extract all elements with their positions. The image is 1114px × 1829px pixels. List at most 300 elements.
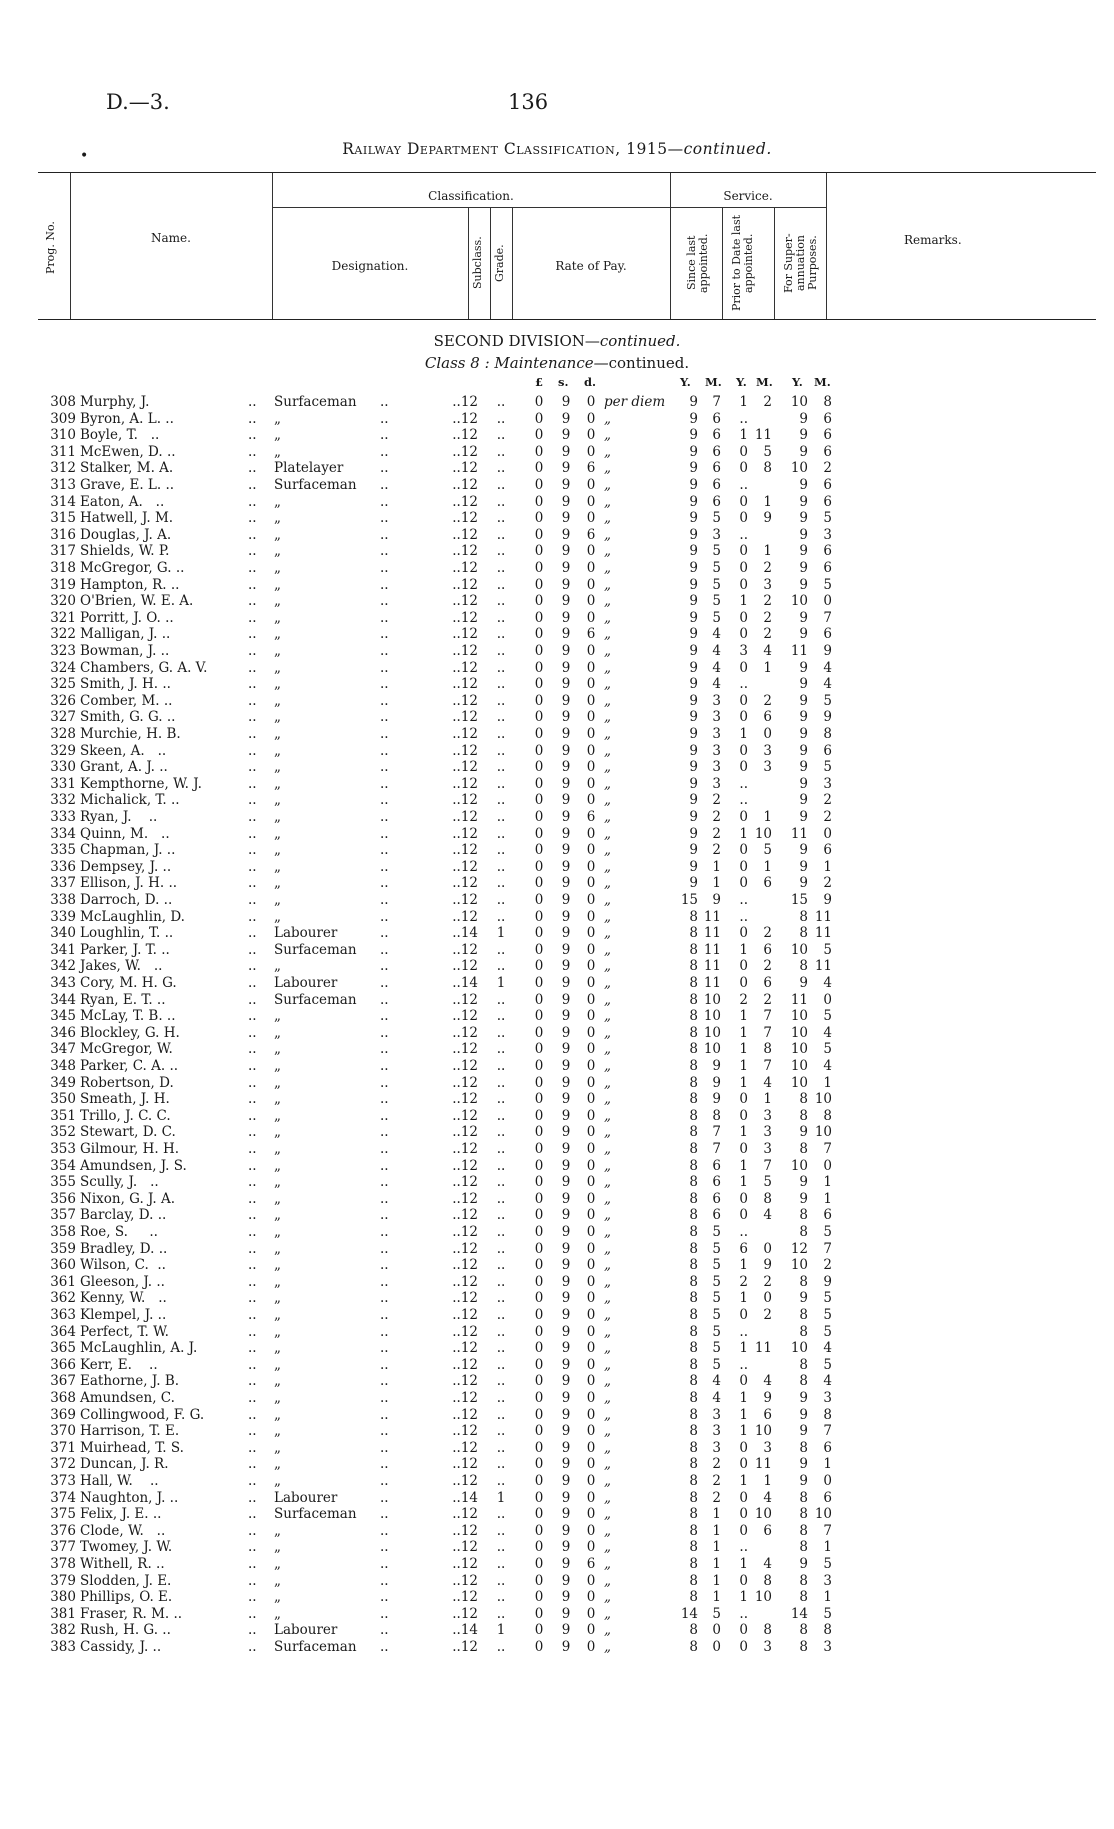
- grade: ..: [496, 809, 506, 825]
- prog-no: 327: [50, 709, 76, 726]
- grade: ..: [496, 1107, 506, 1124]
- super-years: 8: [799, 1506, 808, 1523]
- employee-name: Jakes, W. ..: [80, 958, 163, 975]
- prior-years: 0: [739, 1091, 748, 1108]
- super-months: 6: [823, 493, 832, 510]
- super-years: 10: [790, 1024, 808, 1041]
- prog-no: 322: [50, 626, 76, 643]
- subclass: ..12: [452, 1356, 478, 1373]
- super-years: 10: [790, 1058, 808, 1074]
- since-years: 9: [689, 543, 698, 560]
- leader-dots: ..: [248, 676, 257, 693]
- pay-pounds: 0: [534, 742, 544, 759]
- pay-pence: 0: [586, 1390, 596, 1406]
- leader-dots: ..: [380, 709, 389, 726]
- leader-dots: ..: [380, 410, 389, 427]
- leader-dots: ..: [248, 1041, 257, 1058]
- prior-years: 1: [739, 1024, 748, 1041]
- subclass: ..12: [452, 427, 478, 444]
- pay-pence: 0: [586, 1074, 596, 1091]
- pay-pence: 0: [586, 1639, 596, 1655]
- pay-shillings: 9: [561, 875, 571, 892]
- table-row: [0, 1556, 1114, 1573]
- pay-pounds: 0: [534, 1539, 544, 1556]
- since-months: 1: [712, 1506, 721, 1523]
- table-row: [0, 842, 1114, 859]
- since-months: 5: [712, 1323, 721, 1340]
- pay-pence: 0: [586, 1572, 596, 1589]
- subclass: ..12: [452, 775, 478, 792]
- pay-shillings: 9: [561, 709, 571, 726]
- pay-shillings: 9: [561, 1290, 571, 1307]
- pay-shillings: 9: [561, 1174, 571, 1191]
- designation: Platelayer: [274, 460, 344, 477]
- prior-years: ..: [739, 676, 748, 693]
- super-months: 1: [823, 1174, 832, 1191]
- pay-period: „: [604, 477, 611, 493]
- subclass: ..12: [452, 1224, 478, 1240]
- pay-period: „: [604, 526, 611, 543]
- prog-no: 349: [50, 1074, 76, 1091]
- designation: „: [274, 908, 281, 925]
- prior-months: 2: [763, 593, 772, 610]
- prior-months: 4: [763, 1373, 772, 1390]
- designation: „: [274, 1373, 281, 1390]
- employee-name: Quinn, M. ..: [80, 825, 170, 842]
- employee-name: Rush, H. G. ..: [80, 1622, 171, 1639]
- pay-pounds: 0: [534, 1390, 544, 1406]
- pay-period: „: [604, 1307, 611, 1323]
- since-years: 9: [689, 493, 698, 510]
- division-label: SECOND DIVISION—: [433, 332, 600, 350]
- prog-no: 325: [50, 676, 76, 693]
- since-months: 6: [712, 460, 721, 477]
- designation: „: [274, 1190, 281, 1207]
- leader-dots: ..: [248, 526, 257, 543]
- grade: ..: [496, 1539, 506, 1556]
- prior-years: 1: [739, 1556, 748, 1572]
- pay-pence: 0: [586, 1340, 596, 1357]
- since-years: 9: [689, 477, 698, 493]
- subclass: ..12: [452, 1041, 478, 1058]
- since-months: 10: [703, 991, 721, 1008]
- grade: 1: [496, 925, 506, 942]
- super-months: 6: [823, 543, 832, 560]
- subclass: ..12: [452, 1406, 478, 1423]
- prog-no: 380: [50, 1589, 76, 1606]
- table-row: [0, 743, 1114, 760]
- subclass: ..12: [452, 1008, 478, 1025]
- prog-no: 324: [50, 659, 76, 676]
- pay-period: „: [604, 1240, 611, 1257]
- pay-shillings: 9: [561, 427, 571, 444]
- leader-dots: ..: [248, 692, 257, 709]
- leader-dots: ..: [248, 858, 257, 875]
- pay-pence: 0: [586, 1107, 596, 1124]
- since-months: 6: [712, 1207, 721, 1224]
- pay-period: „: [604, 443, 611, 460]
- leader-dots: ..: [248, 593, 257, 610]
- prior-months: 4: [763, 1489, 772, 1506]
- leader-dots: ..: [380, 975, 389, 991]
- pay-pounds: 0: [534, 427, 544, 444]
- super-years: 8: [799, 1589, 808, 1606]
- pay-pounds: 0: [534, 991, 544, 1008]
- employee-name: Murphy, J.: [80, 394, 150, 410]
- employee-name: Nixon, G. J. A.: [80, 1190, 176, 1207]
- employee-name: Gleeson, J. ..: [80, 1273, 165, 1290]
- pay-pence: 0: [586, 659, 596, 676]
- leader-dots: ..: [248, 1406, 257, 1423]
- super-years: 15: [790, 892, 808, 908]
- super-months: 5: [823, 1290, 832, 1307]
- designation: „: [274, 510, 281, 527]
- pay-pounds: 0: [534, 477, 544, 493]
- since-months: 1: [712, 875, 721, 892]
- since-years: 8: [689, 941, 698, 958]
- table-row: [0, 494, 1114, 511]
- super-months: 6: [823, 443, 832, 460]
- super-months: 0: [823, 1157, 832, 1174]
- pay-shillings: 9: [561, 1406, 571, 1423]
- prior-years: 1: [739, 593, 748, 610]
- super-months: 1: [823, 1074, 832, 1091]
- leader-dots: ..: [248, 460, 257, 477]
- super-years: 10: [790, 460, 808, 477]
- super-months: 11: [814, 958, 832, 975]
- pay-pounds: 0: [534, 626, 544, 643]
- super-years: 10: [790, 1257, 808, 1274]
- prog-no: 362: [50, 1290, 76, 1307]
- leader-dots: ..: [380, 1273, 389, 1290]
- since-years: 8: [689, 991, 698, 1008]
- employee-name: Stewart, D. C.: [80, 1124, 176, 1141]
- grade: ..: [496, 775, 506, 792]
- super-months: 9: [823, 709, 832, 726]
- super-months: 4: [823, 975, 832, 991]
- leader-dots: ..: [248, 560, 257, 576]
- pay-pence: 0: [586, 1506, 596, 1523]
- employee-name: Harrison, T. E.: [80, 1423, 180, 1440]
- pay-pence: 0: [586, 1307, 596, 1323]
- leader-dots: ..: [248, 493, 257, 510]
- super-months: 3: [823, 1639, 832, 1655]
- super-months: 5: [823, 1356, 832, 1373]
- pay-pence: 0: [586, 1589, 596, 1606]
- pay-shillings: 9: [561, 991, 571, 1008]
- grade: ..: [496, 643, 506, 659]
- employee-name: Michalick, T. ..: [80, 792, 180, 809]
- prior-months: 4: [763, 1207, 772, 1224]
- super-years: 10: [790, 941, 808, 958]
- leader-dots: ..: [248, 510, 257, 527]
- pay-pence: 0: [586, 1522, 596, 1539]
- since-years: 8: [689, 1439, 698, 1456]
- prog-no: 339: [50, 908, 76, 925]
- subclass: ..12: [452, 1290, 478, 1307]
- subclass: ..12: [452, 626, 478, 643]
- prior-months: 10: [754, 825, 772, 842]
- table-row: [0, 1440, 1114, 1457]
- leader-dots: ..: [380, 609, 389, 626]
- leader-dots: ..: [248, 410, 257, 427]
- super-months: 4: [823, 676, 832, 693]
- pay-pence: 0: [586, 1439, 596, 1456]
- prior-months: 8: [763, 1190, 772, 1207]
- leader-dots: ..: [380, 1174, 389, 1191]
- grade: ..: [496, 1124, 506, 1141]
- since-years: 8: [689, 1622, 698, 1639]
- since-years: 8: [689, 1506, 698, 1523]
- prior-months: 9: [763, 510, 772, 527]
- employee-name: Duncan, J. R.: [80, 1456, 169, 1473]
- subclass: ..12: [452, 1091, 478, 1108]
- table-row: [0, 1490, 1114, 1507]
- col-name: Name.: [151, 231, 191, 245]
- prior-years: 0: [739, 560, 748, 576]
- leader-dots: ..: [248, 443, 257, 460]
- table-row: [0, 726, 1114, 743]
- leader-dots: ..: [380, 1041, 389, 1058]
- prior-years: 3: [739, 643, 748, 659]
- super-months: 9: [823, 643, 832, 659]
- designation: „: [274, 1107, 281, 1124]
- leader-dots: ..: [380, 875, 389, 892]
- super-months: 3: [823, 775, 832, 792]
- since-years: 8: [689, 1390, 698, 1406]
- pay-pence: 0: [586, 892, 596, 908]
- table-row: [0, 909, 1114, 926]
- leader-dots: ..: [248, 1539, 257, 1556]
- prog-no: 378: [50, 1556, 76, 1572]
- rule: [70, 173, 71, 319]
- pay-period: „: [604, 858, 611, 875]
- employee-name: Douglas, J. A.: [80, 526, 172, 543]
- pay-shillings: 9: [561, 510, 571, 527]
- designation: „: [274, 1024, 281, 1041]
- super-years: 14: [790, 1605, 808, 1622]
- pay-shillings: 9: [561, 1157, 571, 1174]
- prior-months: 3: [763, 1639, 772, 1655]
- col-since-last: Since last appointed.: [685, 233, 710, 293]
- designation: „: [274, 609, 281, 626]
- leader-dots: ..: [248, 1024, 257, 1041]
- prior-months: 1: [763, 1091, 772, 1108]
- pay-pounds: 0: [534, 892, 544, 908]
- grade: ..: [496, 1605, 506, 1622]
- prog-no: 347: [50, 1041, 76, 1058]
- pay-shillings: 9: [561, 609, 571, 626]
- employee-name: Grant, A. J. ..: [80, 759, 168, 776]
- grade: ..: [496, 858, 506, 875]
- leader-dots: ..: [380, 1373, 389, 1390]
- grade: ..: [496, 1506, 506, 1523]
- table-row: [0, 1158, 1114, 1175]
- col-prior-to-date: Prior to Date last appointed.: [730, 214, 755, 312]
- designation: „: [274, 1074, 281, 1091]
- rule: [774, 207, 775, 319]
- col-grade: Grade.: [493, 244, 506, 282]
- unit-years: Y.: [792, 375, 803, 389]
- prog-no: 364: [50, 1323, 76, 1340]
- super-months: 5: [823, 759, 832, 776]
- pay-period: „: [604, 1124, 611, 1141]
- pay-pounds: 0: [534, 1506, 544, 1523]
- pay-pence: 6: [586, 1556, 596, 1572]
- leader-dots: ..: [248, 1107, 257, 1124]
- pay-pence: 0: [586, 1124, 596, 1141]
- pay-pounds: 0: [534, 1190, 544, 1207]
- prior-months: 4: [763, 643, 772, 659]
- prog-no: 376: [50, 1522, 76, 1539]
- prior-months: 10: [754, 1589, 772, 1606]
- since-years: 8: [689, 1473, 698, 1489]
- since-years: 8: [689, 1406, 698, 1423]
- since-months: 2: [712, 825, 721, 842]
- prior-years: 1: [739, 1008, 748, 1025]
- pay-pence: 0: [586, 593, 596, 610]
- leader-dots: ..: [248, 1008, 257, 1025]
- leader-dots: ..: [380, 1506, 389, 1523]
- prior-months: 9: [763, 1390, 772, 1406]
- prior-years: 1: [739, 1074, 748, 1091]
- prog-no: 373: [50, 1473, 76, 1489]
- leader-dots: ..: [248, 792, 257, 809]
- pay-shillings: 9: [561, 394, 571, 410]
- leader-dots: ..: [380, 1124, 389, 1141]
- since-months: 1: [712, 858, 721, 875]
- table-row: [0, 1390, 1114, 1407]
- grade: ..: [496, 1356, 506, 1373]
- super-months: 2: [823, 460, 832, 477]
- table-row: [0, 759, 1114, 776]
- prior-years: 0: [739, 460, 748, 477]
- pay-period: „: [604, 1224, 611, 1240]
- pay-pence: 0: [586, 1224, 596, 1240]
- subclass: ..12: [452, 1340, 478, 1357]
- super-months: 5: [823, 692, 832, 709]
- employee-name: Ryan, E. T. ..: [80, 991, 166, 1008]
- since-months: 5: [712, 543, 721, 560]
- subclass: ..12: [452, 858, 478, 875]
- since-months: 5: [712, 1240, 721, 1257]
- super-months: 7: [823, 1240, 832, 1257]
- since-months: 7: [712, 394, 721, 410]
- since-years: 9: [689, 792, 698, 809]
- prior-years: 1: [739, 825, 748, 842]
- super-years: 9: [799, 809, 808, 825]
- pay-pence: 0: [586, 692, 596, 709]
- table-row: [0, 460, 1114, 477]
- pay-shillings: 9: [561, 626, 571, 643]
- pay-period: „: [604, 941, 611, 958]
- since-years: 8: [689, 908, 698, 925]
- employee-name: Perfect, T. W.: [80, 1323, 169, 1340]
- subclass: ..12: [452, 493, 478, 510]
- prior-months: 3: [763, 576, 772, 593]
- prior-years: 0: [739, 1489, 748, 1506]
- col-prog-no: Prog. No.: [44, 221, 57, 275]
- table-row: [0, 444, 1114, 461]
- employee-name: Robertson, D.: [80, 1074, 174, 1091]
- table-row: [0, 792, 1114, 809]
- grade: ..: [496, 1290, 506, 1307]
- pay-period: „: [604, 726, 611, 742]
- pay-pence: 0: [586, 1356, 596, 1373]
- designation: „: [274, 526, 281, 543]
- pay-pounds: 0: [534, 659, 544, 676]
- employee-name: Eaton, A. ..: [80, 493, 165, 510]
- prog-no: 369: [50, 1406, 76, 1423]
- pay-shillings: 9: [561, 1224, 571, 1240]
- super-months: 5: [823, 1323, 832, 1340]
- subclass: ..12: [452, 1207, 478, 1224]
- leader-dots: ..: [380, 443, 389, 460]
- designation: „: [274, 1041, 281, 1058]
- subclass: ..12: [452, 1390, 478, 1406]
- prog-no: 338: [50, 892, 76, 908]
- grade: ..: [496, 842, 506, 859]
- prog-no: 358: [50, 1224, 76, 1240]
- prior-years: 0: [739, 576, 748, 593]
- leader-dots: ..: [380, 576, 389, 593]
- super-months: 1: [823, 1456, 832, 1473]
- employee-name: Roe, S. ..: [80, 1224, 158, 1240]
- pay-pounds: 0: [534, 394, 544, 410]
- prog-no: 360: [50, 1257, 76, 1274]
- pay-pence: 0: [586, 1157, 596, 1174]
- pay-shillings: 9: [561, 908, 571, 925]
- employee-name: O'Brien, W. E. A.: [80, 593, 194, 610]
- leader-dots: ..: [248, 925, 257, 942]
- since-months: 10: [703, 1008, 721, 1025]
- pay-pence: 0: [586, 1240, 596, 1257]
- table-row: [0, 1058, 1114, 1075]
- since-months: 6: [712, 1190, 721, 1207]
- super-months: 9: [823, 1273, 832, 1290]
- pay-shillings: 9: [561, 726, 571, 742]
- prior-years: 0: [739, 842, 748, 859]
- subclass: ..12: [452, 892, 478, 908]
- prior-months: 2: [763, 394, 772, 410]
- since-years: 9: [689, 394, 698, 410]
- since-years: 9: [689, 875, 698, 892]
- leader-dots: ..: [248, 775, 257, 792]
- prog-no: 368: [50, 1390, 76, 1406]
- prior-months: 0: [763, 1290, 772, 1307]
- leader-dots: ..: [380, 1207, 389, 1224]
- table-row: [0, 1639, 1114, 1656]
- pay-period: „: [604, 1174, 611, 1191]
- prog-no: 345: [50, 1008, 76, 1025]
- since-months: 4: [712, 676, 721, 693]
- pay-pence: 0: [586, 510, 596, 527]
- leader-dots: ..: [248, 1605, 257, 1622]
- prog-no: 331: [50, 775, 76, 792]
- super-years: 10: [790, 394, 808, 410]
- since-months: 3: [712, 709, 721, 726]
- pay-pounds: 0: [534, 1456, 544, 1473]
- pay-pounds: 0: [534, 1605, 544, 1622]
- leader-dots: ..: [248, 1257, 257, 1274]
- leader-dots: ..: [248, 609, 257, 626]
- pay-pounds: 0: [534, 1157, 544, 1174]
- table-row: [0, 610, 1114, 627]
- pay-pence: 0: [586, 1207, 596, 1224]
- prior-years: 0: [739, 1522, 748, 1539]
- pay-pence: 0: [586, 1406, 596, 1423]
- pay-shillings: 9: [561, 759, 571, 776]
